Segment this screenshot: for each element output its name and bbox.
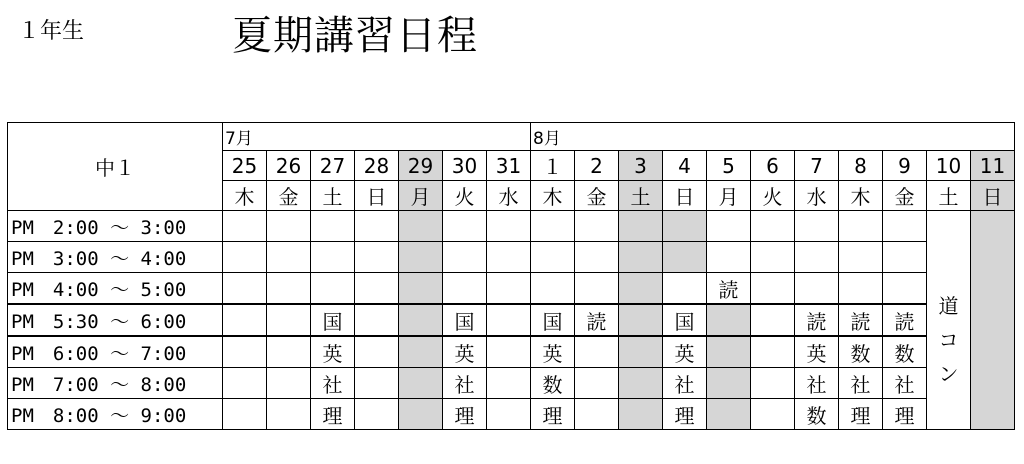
class-cell [531, 242, 575, 273]
class-cell: 理 [443, 399, 487, 430]
class-cell [971, 211, 1015, 430]
day-number: 28 [355, 151, 399, 181]
class-cell: 英 [531, 336, 575, 368]
class-cell [355, 304, 399, 336]
weekday-label: 土 [619, 181, 663, 211]
class-cell [531, 273, 575, 305]
class-cell [223, 399, 267, 430]
class-cell [619, 368, 663, 399]
class-cell: 国 [531, 304, 575, 336]
day-number: 7 [795, 151, 839, 181]
special-event-char: コ [938, 328, 959, 352]
grade-label: １年生 [18, 19, 85, 44]
class-cell [619, 399, 663, 430]
class-cell [839, 211, 883, 242]
day-number: 26 [267, 151, 311, 181]
class-cell [311, 242, 355, 273]
class-cell [399, 304, 443, 336]
class-cell [355, 336, 399, 368]
class-cell [487, 273, 531, 305]
class-cell [267, 368, 311, 399]
class-cell: 理 [531, 399, 575, 430]
class-cell [575, 336, 619, 368]
class-cell [795, 273, 839, 305]
time-slot: PM 2:00 ～ 3:00 [8, 211, 223, 242]
weekday-label: 木 [839, 181, 883, 211]
time-slot: PM 8:00 ～ 9:00 [8, 399, 223, 430]
class-cell [751, 242, 795, 273]
day-number: 8 [839, 151, 883, 181]
day-number: 6 [751, 151, 795, 181]
class-cell [443, 242, 487, 273]
class-cell: 社 [663, 368, 707, 399]
weekday-label: 火 [751, 181, 795, 211]
class-cell [223, 304, 267, 336]
corner-label: 中１ [8, 123, 223, 211]
class-cell [443, 211, 487, 242]
weekday-label: 月 [399, 181, 443, 211]
class-cell: 国 [443, 304, 487, 336]
class-cell: 読 [707, 273, 751, 305]
weekday-label: 月 [707, 181, 751, 211]
class-cell [355, 368, 399, 399]
class-cell: 英 [443, 336, 487, 368]
class-cell: 数 [883, 336, 927, 368]
class-cell [883, 273, 927, 305]
class-cell [487, 399, 531, 430]
weekday-label: 日 [355, 181, 399, 211]
class-cell [267, 399, 311, 430]
day-number: 31 [487, 151, 531, 181]
time-slot: PM 6:00 ～ 7:00 [8, 336, 223, 368]
class-cell [707, 368, 751, 399]
class-cell [663, 211, 707, 242]
class-cell [399, 211, 443, 242]
class-cell [355, 273, 399, 305]
class-cell [531, 211, 575, 242]
class-cell: 理 [311, 399, 355, 430]
day-number: 3 [619, 151, 663, 181]
class-cell [663, 242, 707, 273]
class-cell [399, 399, 443, 430]
day-number: １ [531, 151, 575, 181]
class-cell: 社 [839, 368, 883, 399]
class-cell: 理 [883, 399, 927, 430]
class-cell [399, 336, 443, 368]
day-number: 25 [223, 151, 267, 181]
weekday-label: 金 [883, 181, 927, 211]
class-cell [839, 273, 883, 305]
class-cell [619, 273, 663, 305]
class-cell [487, 336, 531, 368]
class-cell: 社 [883, 368, 927, 399]
class-cell [487, 304, 531, 336]
class-cell [619, 336, 663, 368]
day-number: 29 [399, 151, 443, 181]
month-label: 8月 [531, 123, 1015, 151]
class-cell [751, 368, 795, 399]
class-cell [267, 211, 311, 242]
day-number: 30 [443, 151, 487, 181]
time-slot: PM 3:00 ～ 4:00 [8, 242, 223, 273]
class-cell: 社 [311, 368, 355, 399]
weekday-label: 日 [971, 181, 1015, 211]
page-title: 夏期講習日程 [232, 13, 478, 59]
class-cell [223, 211, 267, 242]
class-cell [751, 399, 795, 430]
weekday-label: 金 [267, 181, 311, 211]
class-cell: 英 [663, 336, 707, 368]
special-event-char: ン [938, 362, 959, 386]
day-number: 10 [927, 151, 971, 181]
class-cell: 理 [663, 399, 707, 430]
class-cell [883, 242, 927, 273]
day-number: 9 [883, 151, 927, 181]
day-number: 2 [575, 151, 619, 181]
weekday-label: 水 [487, 181, 531, 211]
time-slot: PM 5:30 ～ 6:00 [8, 304, 223, 336]
class-cell [399, 242, 443, 273]
class-cell [707, 336, 751, 368]
class-cell [267, 242, 311, 273]
class-cell [223, 273, 267, 305]
weekday-label: 木 [531, 181, 575, 211]
special-event-char: 道 [938, 294, 959, 318]
class-cell: 理 [839, 399, 883, 430]
month-label: 7月 [223, 123, 531, 151]
class-cell [619, 242, 663, 273]
weekday-label: 土 [311, 181, 355, 211]
weekday-label: 土 [927, 181, 971, 211]
class-cell [399, 273, 443, 305]
class-cell [575, 211, 619, 242]
class-cell [355, 242, 399, 273]
class-cell [267, 336, 311, 368]
time-slot: PM 7:00 ～ 8:00 [8, 368, 223, 399]
class-cell [311, 211, 355, 242]
schedule-table [7, 122, 1015, 430]
class-cell [751, 211, 795, 242]
weekday-label: 火 [443, 181, 487, 211]
class-cell: 読 [883, 304, 927, 336]
class-cell [751, 336, 795, 368]
class-cell [399, 368, 443, 399]
class-cell: 読 [575, 304, 619, 336]
class-cell [223, 368, 267, 399]
class-cell: 国 [663, 304, 707, 336]
class-cell [839, 242, 883, 273]
class-cell [575, 368, 619, 399]
class-cell [487, 211, 531, 242]
weekday-label: 日 [663, 181, 707, 211]
class-cell [663, 273, 707, 305]
class-cell: 英 [311, 336, 355, 368]
class-cell [707, 304, 751, 336]
class-cell [355, 211, 399, 242]
day-number: 11 [971, 151, 1015, 181]
class-cell: 数 [531, 368, 575, 399]
class-cell [575, 273, 619, 305]
class-cell: 読 [839, 304, 883, 336]
class-cell: 数 [839, 336, 883, 368]
class-cell: 社 [443, 368, 487, 399]
class-cell [223, 242, 267, 273]
class-cell [267, 304, 311, 336]
weekday-label: 木 [223, 181, 267, 211]
class-cell: 国 [311, 304, 355, 336]
day-number: 5 [707, 151, 751, 181]
weekday-label: 水 [795, 181, 839, 211]
day-number: 4 [663, 151, 707, 181]
class-cell: 社 [795, 368, 839, 399]
weekday-label: 金 [575, 181, 619, 211]
class-cell [751, 273, 795, 305]
class-cell [795, 242, 839, 273]
class-cell [487, 368, 531, 399]
class-cell [443, 273, 487, 305]
class-cell [267, 273, 311, 305]
class-cell [707, 242, 751, 273]
class-cell [355, 399, 399, 430]
class-cell [619, 211, 663, 242]
class-cell [223, 336, 267, 368]
class-cell [619, 304, 663, 336]
class-cell [751, 304, 795, 336]
special-event-cell [927, 211, 971, 430]
class-cell [575, 399, 619, 430]
class-cell: 英 [795, 336, 839, 368]
class-cell [795, 211, 839, 242]
class-cell [311, 273, 355, 305]
class-cell [487, 242, 531, 273]
class-cell [707, 211, 751, 242]
day-number: 27 [311, 151, 355, 181]
class-cell: 読 [795, 304, 839, 336]
class-cell [883, 211, 927, 242]
time-slot: PM 4:00 ～ 5:00 [8, 273, 223, 305]
class-cell: 数 [795, 399, 839, 430]
class-cell [575, 242, 619, 273]
class-cell [707, 399, 751, 430]
